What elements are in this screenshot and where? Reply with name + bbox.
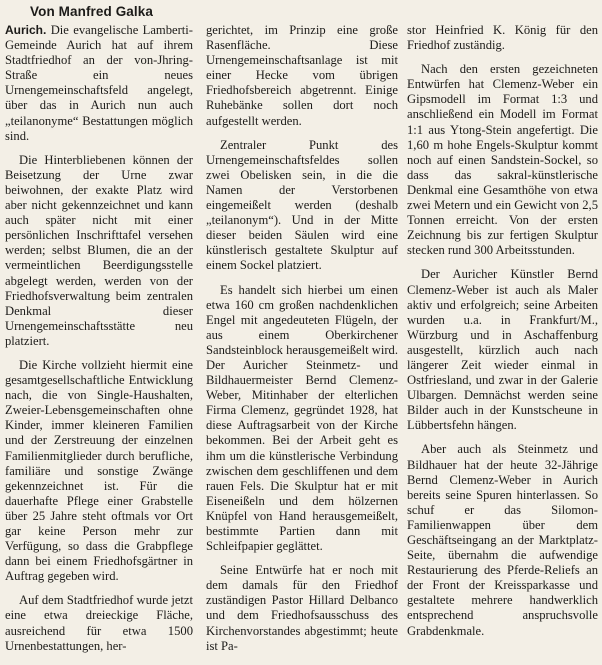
paragraph: Die Kirche vollzieht hiermit eine gesamtgesellschaftliche Entwicklung nach, die von Single-Haushalten, Zweier-Lebensgemeinschaften ohne Kinder, immer kleineren Familien und der Zerstreuung der einzelnen Familienmitglieder durch berufliche, familiäre und sonstige Zwänge gekennzeichnet ist. Für die dauerhafte Pflege einer Grabstelle über 25 Jahre steht oftmals vor Ort gar keine Person mehr zur Verfügung, so dass die Grabpflege dann bei einem Friedhofsgärtner in Auftrag gegeben wird. (5, 357, 193, 584)
paragraph: Die Hinterbliebenen können der Beisetzung der Urne zwar beiwohnen, der exakte Platz wird aber nicht gekennzeichnet und kann auch später nicht mit einer persönlichen Inschrifttafel versehen werden; selbst Blumen, die an der vermeintlichen Beerdigungsstelle abgelegt werden, werden von der Friedhofsverwaltung beim zentralen Denkmal dieser Urnengemeinschaftsstätte neu platziert. (5, 152, 193, 348)
paragraph: gerichtet, im Prinzip eine große Rasenfläche. Diese Urnengemeinschaftsanlage ist mit einer Hecke vom übrigen Friedhofsbereich abgetrennt. Einige Ruhebänke sollen dort noch aufgestellt werden. (206, 23, 398, 128)
paragraph-text: Die evangelische Lamberti-Gemeinde Aurich hat auf ihrem Stadtfriedhof an der von-Jhring-Straße ein neues Urnengemeinschaftsfeld angelegt, über das in Aurich nun auch „teilanonyme“ Bestattungen möglich sind. (5, 23, 193, 143)
paragraph: stor Heinfried K. König für den Friedhof zuständig. (407, 23, 598, 53)
paragraph: Seine Entwürfe hat er noch mit dem damals für den Friedhof zuständigen Pastor Hillard Delbanco und dem Friedhofsausschuss des Kirchenvorstandes abgestimmt; heute ist Pa- (206, 563, 398, 653)
column-3 (407, 23, 598, 648)
paragraph: Aber auch als Steinmetz und Bildhauer hat der heute 32-Jährige Bernd Clemenz-Weber in Aurich bereits seine Spuren hinterlassen. So schuf er das Silomon-Familienwappen über dem Geschäftseingang an der Marktplatz-Seite, übernahm die aufwendige Restaurierung des Pferde-Reliefs an der Front der Kreissparkasse und gestaltete mehrere handwerklich entsprechend anspruchsvolle Grabdenkmale. (407, 442, 598, 638)
paragraph: Nach den ersten gezeichneten Entwürfen hat Clemenz-Weber ein Gipsmodell im Format 1:3 und anschließend ein Modell im Format 1:1 aus Ytong-Stein angefertigt. Die 1,60 m hohe Engels-Skulptur kommt noch auf einen Sandstein-Sockel, so dass das sakral-künstlerische Denkmal eine Gesamthöhe von etwa zwei Metern und ein Gewicht von 2,5 Tonnen erreicht. Von der ersten Zeichnung bis zur fertigen Skulptur stecken rund 300 Arbeitsstunden. (407, 62, 598, 258)
paragraph: Auf dem Stadtfriedhof wurde jetzt eine etwa dreieckige Fläche, ausreichend für etwa 1500 Urnenbestattungen, her- (5, 593, 193, 653)
dateline: Aurich. (5, 23, 47, 37)
paragraph: Es handelt sich hierbei um einen etwa 160 cm großen nachdenklichen Engel mit angedeuteten Flügeln, der aus einem Oberkirchener Sandsteinblock herausgemeißelt wird. Der Auricher Steinmetz- und Bildhauermeister Bernd Clemenz-Weber, Mitinhaber der elterlichen Firma Clemenz, gegründet 1928, hat diese Auftragsarbeit von der Kirche bekommen. Bei der Arbeit geht es ihm um die künstlerische Verbindung zwischen dem geschliffenen und dem rauen Fels. Die Skulptur hat er mit Eiseneißeln und dem hölzernen Knüpfel von Hand herausgemeißelt, bestimmte Partien dann mit Schleifpapier geglättet. (206, 282, 399, 554)
paragraph: Zentraler Punkt des Urnengemeinschaftsfeldes sollen zwei Obelisken sein, in die die Namen der Verstorbenen eingemeißelt werden (deshalb „teilanonym“). Und in der Mitte dieser beiden Säulen wird eine künstlerisch gestaltete Skulptur auf einem Sockel platziert. (206, 137, 398, 273)
byline: Von Manfred Galka (30, 4, 153, 19)
paragraph: Der Auricher Künstler Bernd Clemenz-Weber ist auch als Maler aktiv und erfolgreich; seine Arbeiten wurden u.a. in Frankfurt/M., Würzburg und in Aschaffenburg ausgestellt, kürzlich auch nach längerer Zeit wieder einmal in Ostfriesland, und zwar in der Galerie Ulbargen. Demnächst werden seine Bilder auch in der Kunstscheune in Lübbertsfehn hängen. (407, 267, 598, 433)
column-1 (5, 23, 193, 663)
column-2 (206, 23, 398, 663)
paragraph (5, 23, 193, 144)
